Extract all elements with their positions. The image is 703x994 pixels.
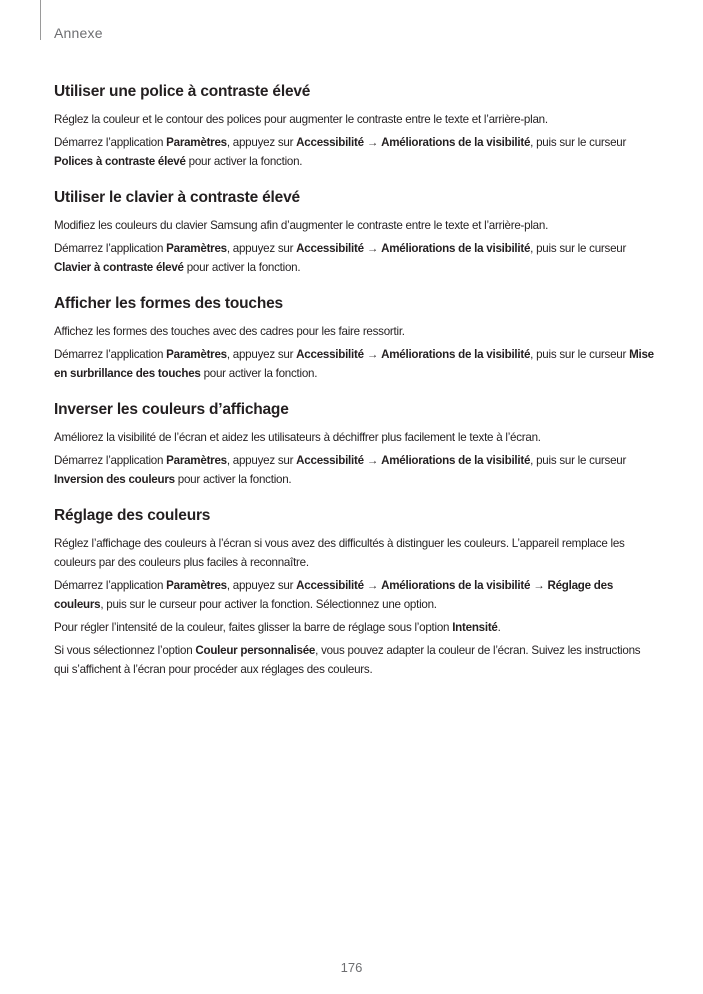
text-run: Pour régler l’intensité de la couleur, faites glisser la barre de réglage sous l’option	[54, 621, 453, 634]
paragraph	[54, 133, 654, 171]
text-run: →	[363, 136, 382, 149]
bold-term: Améliorations de la visibilité	[381, 348, 531, 361]
text-run: pour activer la fonction.	[174, 473, 292, 486]
bold-term: Améliorations de la visibilité	[381, 454, 531, 467]
text-run: →	[363, 579, 382, 592]
paragraph	[54, 216, 654, 235]
bold-term: Accessibilité	[296, 579, 364, 592]
bold-term: Intensité	[452, 621, 498, 634]
text-run: , puis sur le curseur	[530, 242, 627, 255]
bold-term: Paramètres	[166, 348, 227, 361]
bold-term: Paramètres	[166, 454, 227, 467]
paragraph	[54, 322, 654, 341]
paragraph	[54, 534, 654, 572]
text-run: , puis sur le curseur	[530, 136, 627, 149]
text-run: , appuyez sur	[226, 242, 297, 255]
text-run: pour activer la fonction.	[183, 261, 301, 274]
text-run: pour activer la fonction.	[185, 155, 303, 168]
bold-term: Clavier à contraste élevé	[54, 261, 184, 274]
section	[54, 295, 654, 383]
section	[54, 401, 654, 489]
text-run: →	[363, 454, 382, 467]
chapter-title: Annexe	[54, 25, 103, 41]
page-content	[54, 83, 654, 697]
paragraph	[54, 451, 654, 489]
bold-term: Paramètres	[166, 136, 227, 149]
bold-term: Couleur personnalisée	[195, 644, 316, 657]
paragraph	[54, 618, 654, 637]
section-heading: Réglage des couleurs	[54, 507, 211, 524]
section	[54, 507, 654, 679]
text-run: →	[530, 579, 548, 592]
bold-term: Améliorations de la visibilité	[381, 579, 531, 592]
header-rule	[40, 0, 41, 40]
paragraph	[54, 239, 654, 277]
text-run: →	[363, 348, 382, 361]
text-run: Démarrez l’application	[54, 136, 167, 149]
bold-term: Polices à contraste élevé	[54, 155, 186, 168]
text-run: pour activer la fonction.	[200, 367, 318, 380]
bold-term: Accessibilité	[296, 136, 364, 149]
text-run: Modifiez les couleurs du clavier Samsung afin d’augmenter le contraste entre le texte et l’arrière-plan.	[54, 219, 549, 232]
text-run: Démarrez l’application	[54, 454, 167, 467]
bold-term: Accessibilité	[296, 348, 364, 361]
bold-term: Réglage des couleurs	[54, 579, 614, 611]
paragraph	[54, 641, 654, 679]
section	[54, 83, 654, 171]
text-run: , puis sur le curseur	[530, 454, 627, 467]
bold-term: Accessibilité	[296, 242, 364, 255]
text-run: , appuyez sur	[226, 348, 297, 361]
text-run: , appuyez sur	[226, 579, 297, 592]
text-run: →	[363, 242, 382, 255]
bold-term: Mise en surbrillance des touches	[54, 348, 654, 380]
section-heading: Utiliser une police à contraste élevé	[54, 83, 311, 100]
section-heading: Afficher les formes des touches	[54, 295, 283, 312]
text-run: , appuyez sur	[226, 454, 297, 467]
paragraph	[54, 576, 654, 614]
bold-term: Améliorations de la visibilité	[381, 136, 531, 149]
text-run: Affichez les formes des touches avec des cadres pour les faire ressortir.	[54, 325, 405, 338]
bold-term: Inversion des couleurs	[54, 473, 175, 486]
bold-term: Paramètres	[166, 579, 227, 592]
section-heading: Inverser les couleurs d’affichage	[54, 401, 289, 418]
section	[54, 189, 654, 277]
paragraph	[54, 345, 654, 383]
text-run: .	[497, 621, 501, 634]
text-run: Démarrez l’application	[54, 348, 167, 361]
bold-term: Paramètres	[166, 242, 227, 255]
text-run: , puis sur le curseur pour activer la fonction. Sélectionnez une option.	[100, 598, 437, 611]
paragraph	[54, 428, 654, 447]
section-heading: Utiliser le clavier à contraste élevé	[54, 189, 300, 206]
page-number: 176	[340, 960, 363, 975]
text-run: , puis sur le curseur	[530, 348, 630, 361]
text-run: Démarrez l’application	[54, 242, 167, 255]
text-run: Réglez l’affichage des couleurs à l’écran si vous avez des difficultés à distinguer les couleurs. L’appareil remplace les couleurs par des couleurs plus faciles à reconnaître.	[54, 537, 625, 569]
text-run: , appuyez sur	[226, 136, 297, 149]
paragraph	[54, 110, 654, 129]
text-run: Réglez la couleur et le contour des polices pour augmenter le contraste entre le texte et l’arrière-plan.	[54, 113, 548, 126]
text-run: Démarrez l’application	[54, 579, 167, 592]
bold-term: Accessibilité	[296, 454, 364, 467]
bold-term: Améliorations de la visibilité	[381, 242, 531, 255]
text-run: Si vous sélectionnez l’option	[54, 644, 196, 657]
text-run: Améliorez la visibilité de l’écran et aidez les utilisateurs à déchiffrer plus facilement le texte à l’écran.	[54, 431, 541, 444]
text-run: , vous pouvez adapter la couleur de l’écran. Suivez les instructions qui s’affichent à l’écran pour procéder aux réglages des couleurs.	[54, 644, 641, 676]
